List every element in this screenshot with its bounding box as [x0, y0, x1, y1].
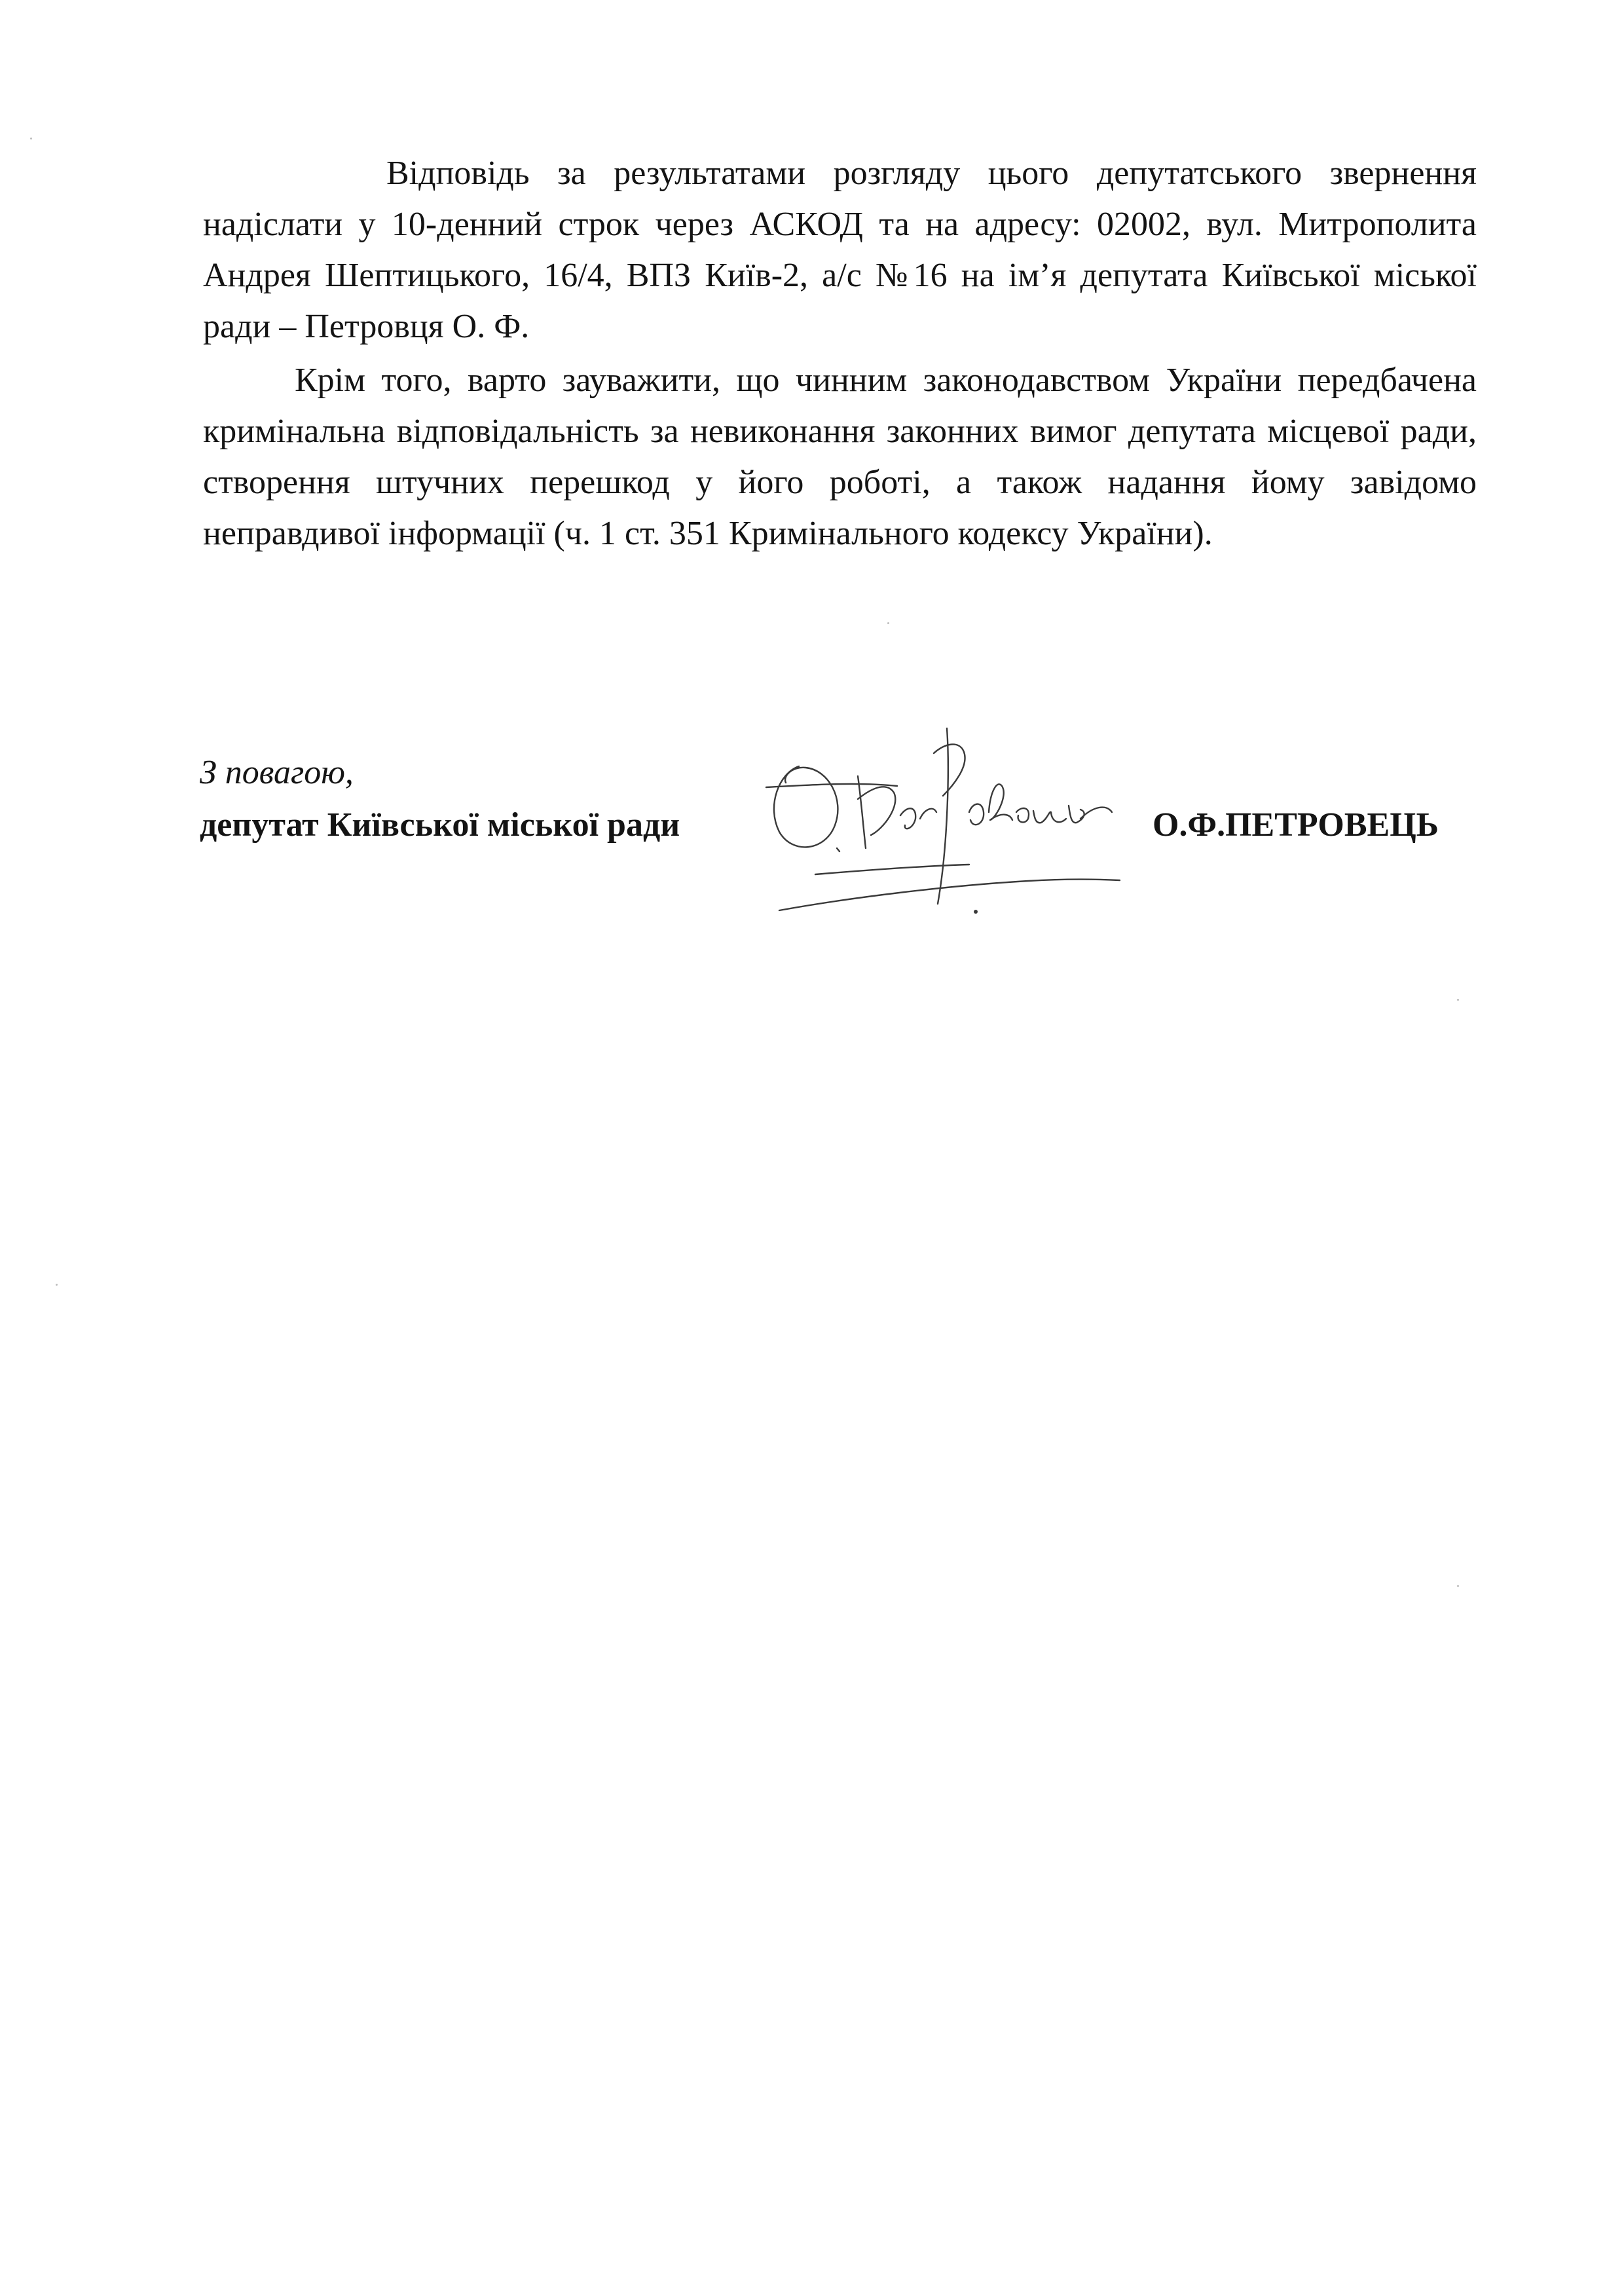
scan-speck — [30, 138, 32, 140]
scan-speck — [1457, 1585, 1459, 1587]
handwritten-signature — [753, 714, 1146, 937]
scan-speck — [887, 622, 889, 624]
scan-speck — [56, 1284, 58, 1286]
letter-body — [203, 148, 1477, 559]
paragraph-legal-notice: Крім того, варто зауважити, що чинним законодавством України передбачена кримінальна відповідальність за невиконання законних вимог депутата місцевої ради, створення штучних перешкод у його роботі, а також надання йому завідомо неправдивої інформації (ч. 1 ст. 351 Кримінального кодексу України). — [203, 362, 1477, 552]
signer-title: депутат Київської міської ради — [200, 806, 680, 844]
paragraph-response-request: Відповідь за результатами розгляду цього депутатського звернення надіслати у 10-денний строк через АСКОД та на адресу: 02002, вул. Митрополита Андрея Шептицького, 16/4, ВПЗ Київ-2, а/с №16 на ім’я депутата Київської міської ради – Петровця О. Ф. — [203, 155, 1477, 345]
closing-salutation: З повагою, — [200, 754, 354, 791]
signer-name: О.Ф.ПЕТРОВЕЦЬ — [1153, 806, 1439, 844]
scan-speck — [1457, 999, 1459, 1001]
